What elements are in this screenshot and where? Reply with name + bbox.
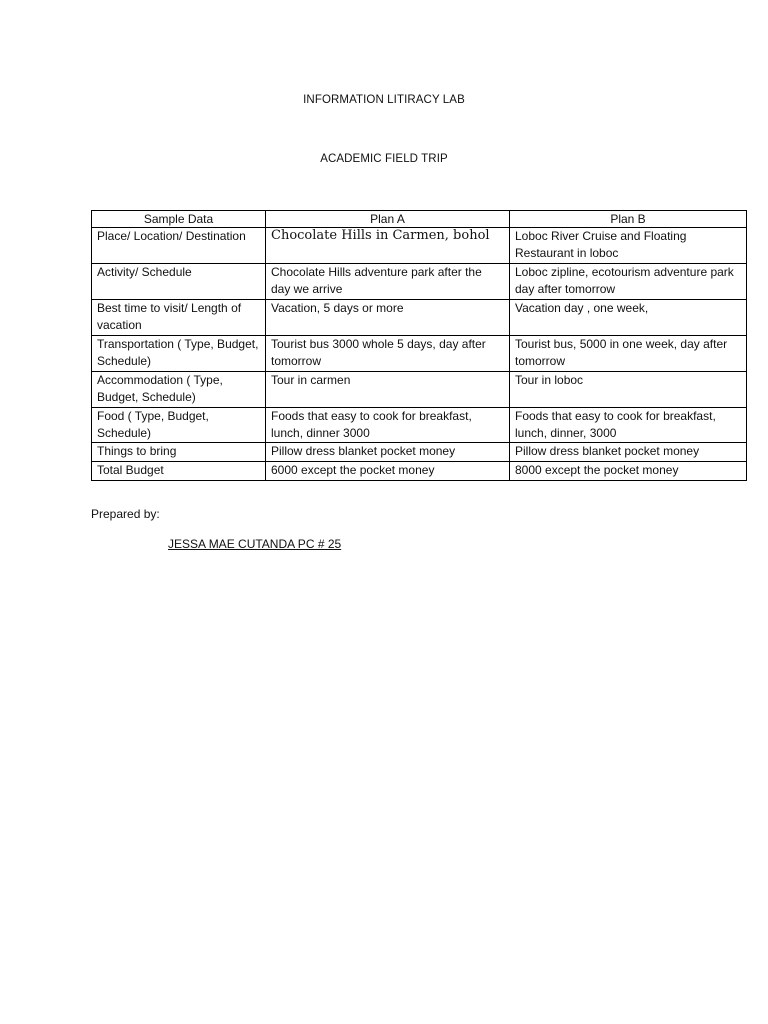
plan-b-food: Foods that easy to cook for breakfast, lunch, dinner, 3000 xyxy=(510,408,747,443)
plan-a-destination: Chocolate Hills in Carmen, bohol xyxy=(266,228,510,264)
plan-a-total-budget: 6000 except the pocket money xyxy=(266,462,510,481)
plan-a-transportation: Tourist bus 3000 whole 5 days, day after tomorrow xyxy=(266,336,510,372)
plan-a-best-time: Vacation, 5 days or more xyxy=(266,300,510,336)
table-row xyxy=(92,264,747,300)
plan-a-accommodation: Tour in carmen xyxy=(266,372,510,408)
row-label-best-time: Best time to visit/ Length of vacation xyxy=(92,300,266,336)
row-label-total-budget: Total Budget xyxy=(92,462,266,481)
plan-b-destination: Loboc River Cruise and Floating Restaurant in loboc xyxy=(510,228,747,264)
document-subtitle: ACADEMIC FIELD TRIP xyxy=(320,153,448,165)
table-header-row xyxy=(92,211,747,228)
plan-b-total-budget: 8000 except the pocket money xyxy=(510,462,747,481)
prepared-by-label: Prepared by: xyxy=(91,507,160,521)
table-row xyxy=(92,300,747,336)
plan-b-accommodation: Tour in loboc xyxy=(510,372,747,408)
table-row xyxy=(92,228,747,264)
preparer-name: JESSA MAE CUTANDA PC # 25 xyxy=(168,537,342,551)
plan-b-best-time: Vacation day , one week, xyxy=(510,300,747,336)
plan-b-things-to-bring: Pillow dress blanket pocket money xyxy=(510,443,747,462)
table-row xyxy=(92,443,747,462)
plan-b-transportation: Tourist bus, 5000 in one week, day after tomorrow xyxy=(510,336,747,372)
document-title: INFORMATION LITIRACY LAB xyxy=(303,94,465,106)
row-label-transportation: Transportation ( Type, Budget, Schedule) xyxy=(92,336,266,372)
row-label-activity: Activity/ Schedule xyxy=(92,264,266,300)
table-row xyxy=(92,336,747,372)
column-header-plan-b: Plan B xyxy=(510,211,747,228)
plan-a-food: Foods that easy to cook for breakfast, lunch, dinner 3000 xyxy=(266,408,510,443)
table-row xyxy=(92,408,747,443)
plan-a-activity: Chocolate Hills adventure park after the day we arrive xyxy=(266,264,510,300)
column-header-sample-data: Sample Data xyxy=(92,211,266,228)
plan-a-things-to-bring: Pillow dress blanket pocket money xyxy=(266,443,510,462)
column-header-plan-a: Plan A xyxy=(266,211,510,228)
table-row xyxy=(92,462,747,481)
row-label-destination: Place/ Location/ Destination xyxy=(92,228,266,264)
row-label-food: Food ( Type, Budget, Schedule) xyxy=(92,408,266,443)
field-trip-plan-table xyxy=(91,210,747,481)
row-label-things-to-bring: Things to bring xyxy=(92,443,266,462)
row-label-accommodation: Accommodation ( Type, Budget, Schedule) xyxy=(92,372,266,408)
table-row xyxy=(92,372,747,408)
plan-b-activity: Loboc zipline, ecotourism adventure park day after tomorrow xyxy=(510,264,747,300)
